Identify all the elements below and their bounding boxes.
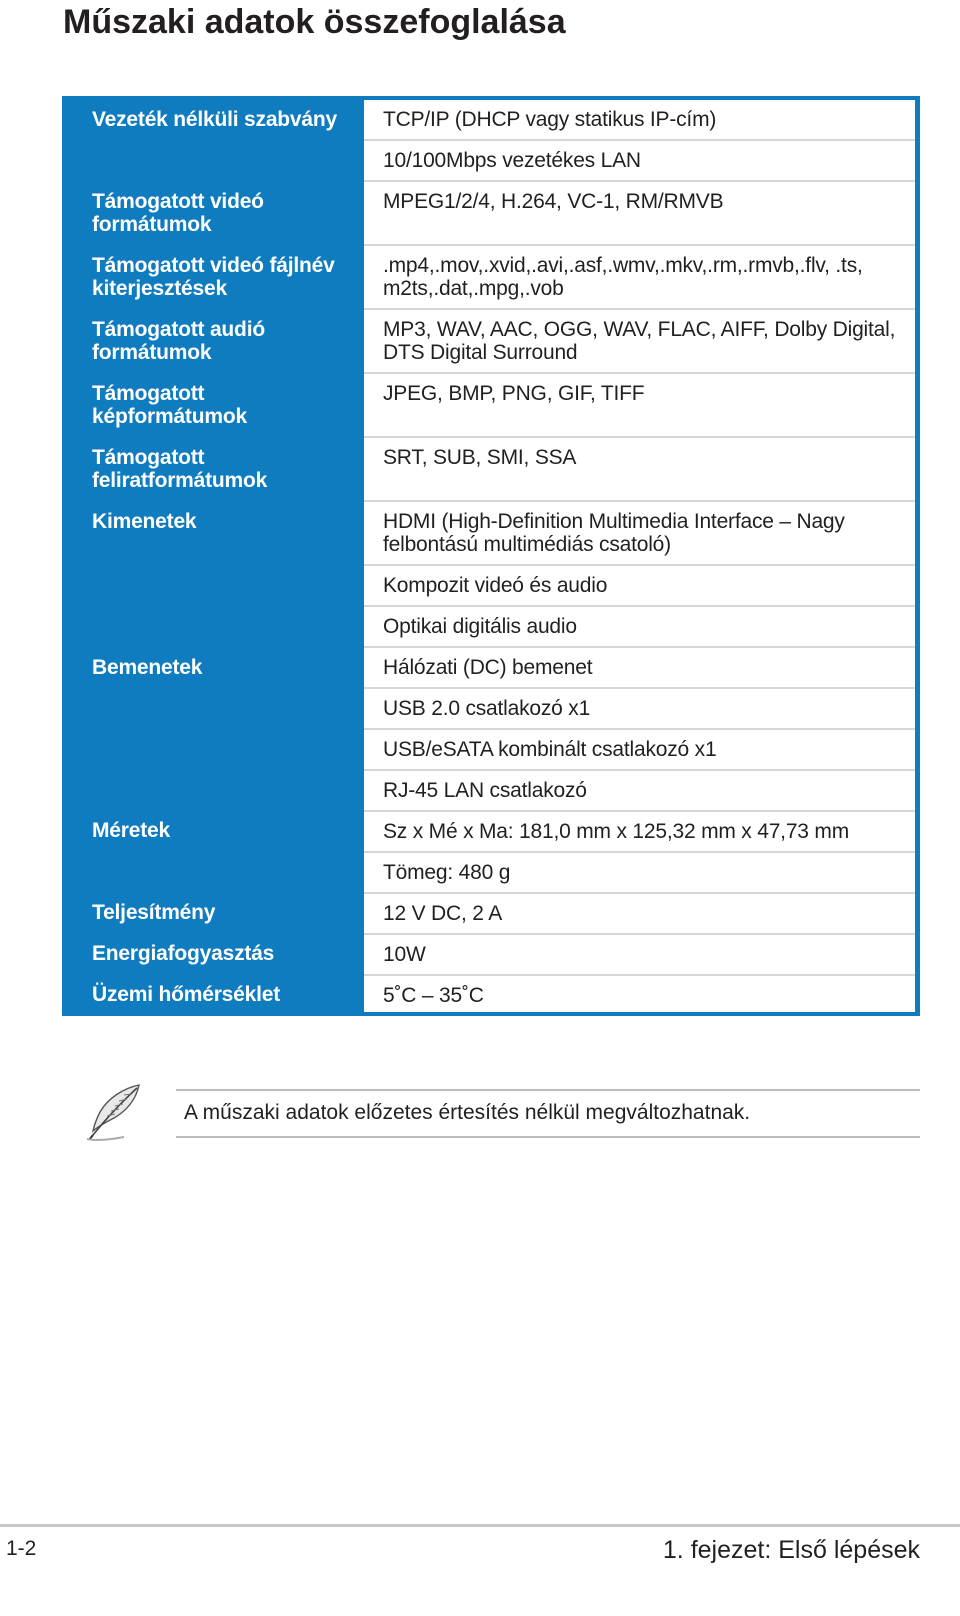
spec-value-text: MPEG1/2/4, H.264, VC-1, RM/RMVB: [383, 190, 724, 213]
spec-value-text: 12 V DC, 2 A: [383, 902, 502, 925]
spec-value-row: [364, 812, 915, 853]
spec-value-text: MP3, WAV, AAC, OGG, WAV, FLAC, AIFF, Dolby Digital, DTS Digital Surround: [383, 318, 896, 364]
spec-label-consumption: Energiafogyasztás: [92, 942, 275, 965]
spec-value-text: USB 2.0 csatlakozó x1: [383, 697, 591, 720]
spec-label-inputs: Bemenetek: [92, 656, 203, 679]
spec-value-text: Hálózati (DC) bemenet: [383, 656, 593, 679]
spec-value-row: [364, 935, 915, 976]
spec-value-text: Optikai digitális audio: [383, 615, 577, 638]
spec-value-column: [364, 100, 915, 1012]
spec-label-subtitle-formats: Támogatott feliratformátumok: [92, 446, 268, 492]
spec-label-temperature: Üzemi hőmérséklet: [92, 983, 281, 1006]
spec-value-text: Tömeg: 480 g: [383, 861, 511, 884]
spec-label-image-formats: Támogatott képformátumok: [92, 382, 247, 428]
page-title: Műszaki adatok összefoglalása: [63, 3, 566, 41]
spec-value-text: RJ-45 LAN csatlakozó: [383, 779, 587, 802]
spec-value-row: [364, 976, 915, 1012]
spec-label-audio-formats: Támogatott audió formátumok: [92, 318, 265, 364]
spec-value-text: 10/100Mbps vezetékes LAN: [383, 149, 641, 172]
spec-value-row: [364, 566, 915, 607]
note-divider-bottom: [176, 1136, 920, 1138]
spec-value-row: [364, 246, 915, 310]
spec-value-row: [364, 141, 915, 182]
spec-table: [62, 96, 920, 1016]
spec-value-text: 10W: [383, 943, 426, 966]
spec-value-row: [364, 607, 915, 648]
spec-value-row: [364, 894, 915, 935]
spec-value-text: 5˚C – 35˚C: [383, 984, 484, 1007]
spec-value-row: [364, 730, 915, 771]
spec-value-row: [364, 438, 915, 502]
spec-value-text: JPEG, BMP, PNG, GIF, TIFF: [383, 382, 645, 405]
spec-value-row: [364, 771, 915, 812]
spec-value-row: [364, 689, 915, 730]
feather-pen-icon: [84, 1082, 146, 1142]
spec-value-text: SRT, SUB, SMI, SSA: [383, 446, 577, 469]
spec-value-text: TCP/IP (DHCP vagy statikus IP-cím): [383, 108, 717, 131]
spec-value-row: [364, 374, 915, 438]
note-divider-top: [176, 1089, 920, 1091]
spec-value-row: [364, 502, 915, 566]
note-text: A műszaki adatok előzetes értesítés nélkül megváltozhatnak.: [184, 1101, 751, 1124]
spec-value-text: USB/eSATA kombinált csatlakozó x1: [383, 738, 717, 761]
spec-label-outputs: Kimenetek: [92, 510, 197, 533]
spec-value-row: [364, 100, 915, 141]
spec-value-text: Kompozit videó és audio: [383, 574, 608, 597]
chapter-title: 1. fejezet: Első lépések: [662, 1536, 920, 1564]
spec-value-text: HDMI (High-Definition Multimedia Interface – Nagy felbontású multimédiás csatoló): [383, 510, 845, 556]
spec-value-row: [364, 853, 915, 894]
spec-label-video-formats: Támogatott videó formátumok: [92, 190, 264, 236]
spec-label-power: Teljesítmény: [92, 901, 216, 924]
spec-value-text: Sz x Mé x Ma: 181,0 mm x 125,32 mm x 47,73 mm: [383, 820, 849, 843]
spec-label-video-extensions: Támogatott videó fájlnév kiterjesztések: [92, 254, 335, 300]
spec-value-row: [364, 648, 915, 689]
page-number: 1-2: [6, 1537, 37, 1560]
spec-value-text: .mp4,.mov,.xvid,.avi,.asf,.wmv,.mkv,.rm,.rmvb,.flv, .ts, m2ts,.dat,.mpg,.vob: [383, 254, 863, 300]
spec-label-wireless: Vezeték nélküli szabvány: [92, 108, 337, 131]
spec-label-dimensions: Méretek: [92, 819, 170, 842]
spec-label-column: [62, 96, 362, 1016]
spec-value-row: [364, 182, 915, 246]
footer-divider: [0, 1524, 960, 1527]
spec-value-row: [364, 310, 915, 374]
